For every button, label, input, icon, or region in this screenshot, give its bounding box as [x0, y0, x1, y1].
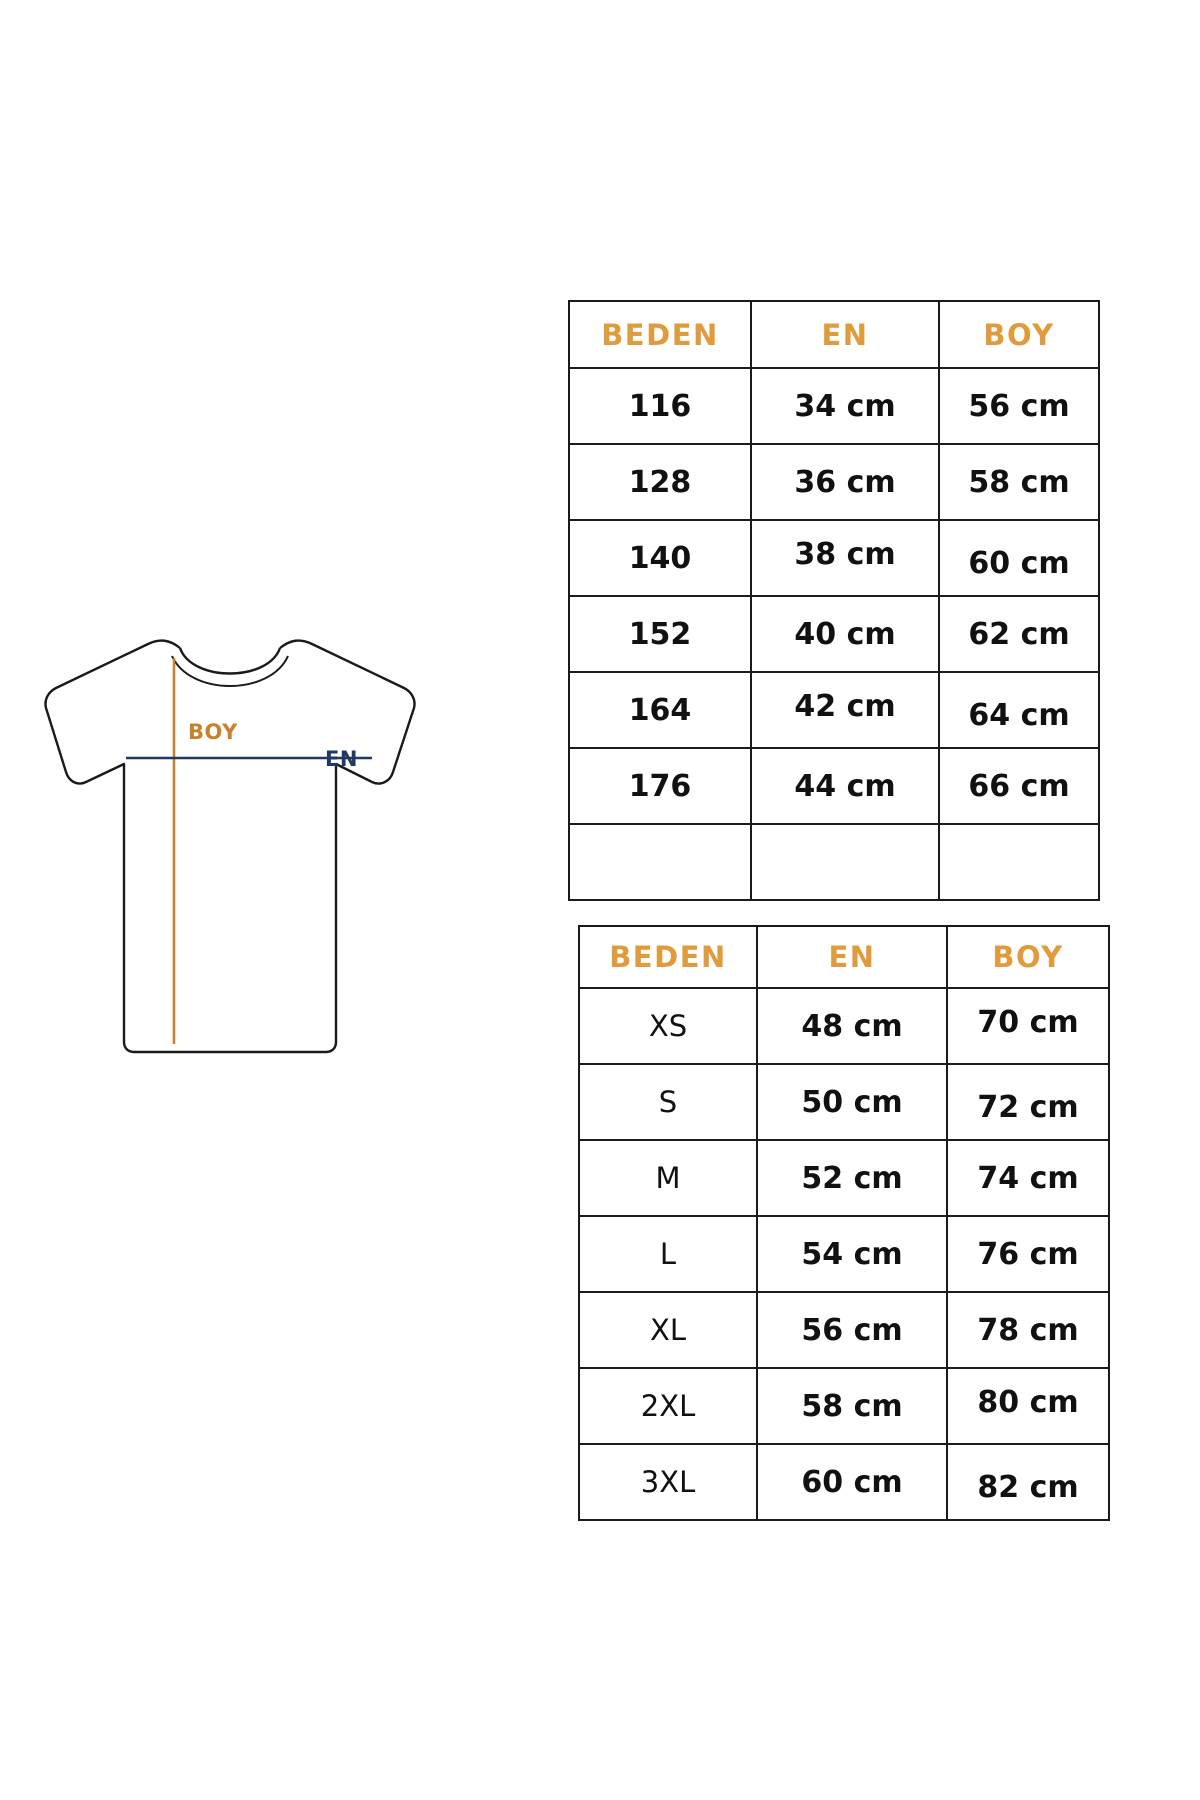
table-row [579, 1292, 1109, 1368]
cell-boy: 72 cm [947, 1069, 1109, 1145]
cell-en: 48 cm [757, 988, 947, 1064]
table-row [579, 1216, 1109, 1292]
table-row [569, 748, 1099, 824]
table-row [569, 520, 1099, 596]
cell-beden: 176 [569, 748, 751, 824]
table-row [579, 988, 1109, 1064]
cell-en: 54 cm [757, 1216, 947, 1292]
cell-beden: 2XL [579, 1368, 757, 1444]
table-row [579, 1444, 1109, 1520]
cell-en: 36 cm [751, 444, 939, 520]
table-row [569, 444, 1099, 520]
column-header-boy: BOY [939, 301, 1099, 368]
size-table-kids [568, 300, 1100, 901]
cell-boy: 80 cm [947, 1364, 1109, 1440]
column-header-boy: BOY [947, 926, 1109, 988]
cell-beden: XL [579, 1292, 757, 1368]
table-row [579, 1368, 1109, 1444]
cell-en: 58 cm [757, 1368, 947, 1444]
cell-en: 38 cm [751, 516, 939, 592]
cell-en: 40 cm [751, 596, 939, 672]
table-row-empty [569, 824, 1099, 900]
size-table-adult [578, 925, 1110, 1521]
cell-en: 56 cm [757, 1292, 947, 1368]
table-row [569, 368, 1099, 444]
cell-beden: 3XL [579, 1444, 757, 1520]
cell-boy: 74 cm [947, 1140, 1109, 1216]
cell-beden: M [579, 1140, 757, 1216]
column-header-en: EN [751, 301, 939, 368]
table-header-row [569, 301, 1099, 368]
cell-en: 44 cm [751, 748, 939, 824]
tshirt-outline-icon [20, 630, 540, 1150]
cell-en: 34 cm [751, 368, 939, 444]
column-header-en: EN [757, 926, 947, 988]
cell-beden: S [579, 1064, 757, 1140]
cell-boy: 56 cm [939, 368, 1099, 444]
cell-beden: 128 [569, 444, 751, 520]
cell-beden: 140 [569, 520, 751, 596]
cell-boy: 64 cm [939, 677, 1099, 753]
cell-boy: 76 cm [947, 1216, 1109, 1292]
cell-beden: L [579, 1216, 757, 1292]
cell-beden: 116 [569, 368, 751, 444]
cell-boy: 70 cm [947, 984, 1109, 1060]
cell-boy: 78 cm [947, 1292, 1109, 1368]
cell-boy: 82 cm [947, 1449, 1109, 1525]
cell-boy [939, 824, 1099, 900]
cell-en: 60 cm [757, 1444, 947, 1520]
cell-beden: 152 [569, 596, 751, 672]
table-header-row [579, 926, 1109, 988]
cell-beden: XS [579, 988, 757, 1064]
tshirt-measurement-diagram [20, 630, 540, 1150]
cell-boy: 58 cm [939, 444, 1099, 520]
cell-beden: 164 [569, 672, 751, 748]
diagram-label-boy: BOY [188, 720, 238, 744]
column-header-beden: BEDEN [569, 301, 751, 368]
table-row [569, 672, 1099, 748]
cell-en: 42 cm [751, 668, 939, 744]
cell-en: 50 cm [757, 1064, 947, 1140]
cell-boy: 66 cm [939, 748, 1099, 824]
cell-boy: 62 cm [939, 596, 1099, 672]
cell-beden [569, 824, 751, 900]
table-row [579, 1064, 1109, 1140]
cell-boy: 60 cm [939, 525, 1099, 601]
cell-en: 52 cm [757, 1140, 947, 1216]
diagram-label-en: EN [325, 747, 358, 771]
column-header-beden: BEDEN [579, 926, 757, 988]
table-row [579, 1140, 1109, 1216]
cell-en [751, 824, 939, 900]
table-row [569, 596, 1099, 672]
